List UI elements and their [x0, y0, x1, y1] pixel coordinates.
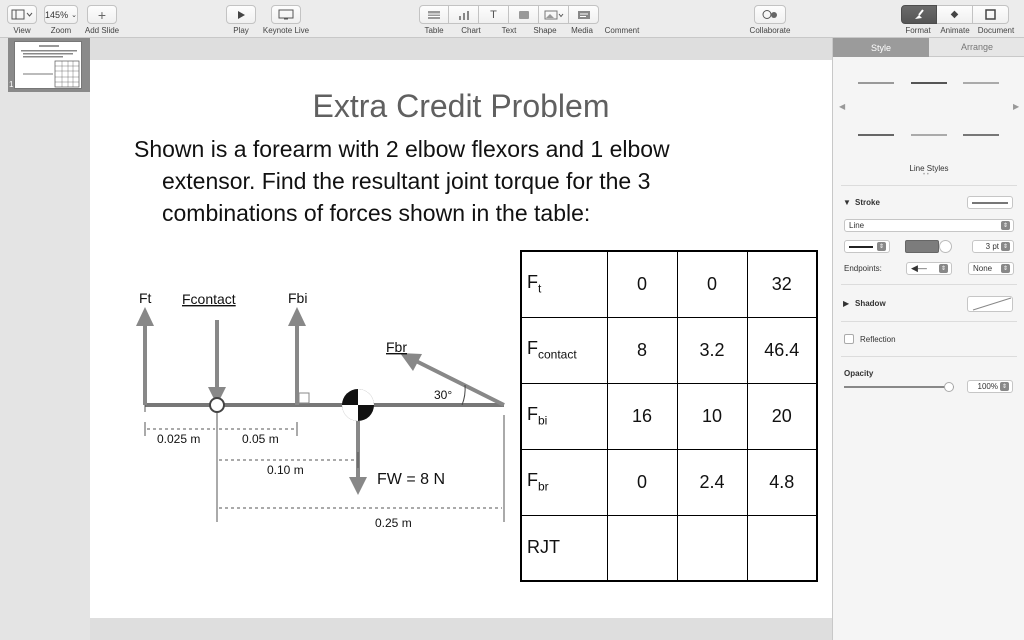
zoom-select[interactable]: [44, 5, 78, 24]
start-endpoint-select[interactable]: [906, 262, 952, 275]
slide-title[interactable]: Extra Credit Problem: [312, 88, 610, 124]
endpoints-label: Endpoints:: [844, 264, 882, 273]
insert-group: [419, 5, 599, 24]
row-header-label: F: [527, 272, 538, 293]
page-dots: • •: [923, 172, 929, 178]
opacity-field[interactable]: [967, 380, 1013, 393]
fbi-arrow[interactable]: [288, 307, 309, 405]
chevron-left-icon[interactable]: ◀: [839, 102, 846, 111]
table-cell[interactable]: 20: [747, 383, 817, 449]
table-icon: [427, 10, 441, 20]
comment-icon: [577, 10, 591, 20]
zoom-label: Zoom: [50, 26, 72, 35]
forces-table[interactable]: [520, 250, 818, 582]
fcontact-arrow[interactable]: [208, 320, 226, 412]
table-row: [521, 383, 817, 449]
media-icon: [544, 10, 564, 20]
document-label: Document: [977, 26, 1015, 35]
stroke-preview-line: [972, 202, 1008, 204]
row-header[interactable]: [521, 515, 607, 581]
table-cell[interactable]: 2.4: [677, 449, 747, 515]
animate-button[interactable]: [937, 5, 973, 24]
chevron-right-icon[interactable]: ▶: [1013, 102, 1020, 111]
stroke-pattern-select[interactable]: [844, 240, 890, 253]
divider: [841, 284, 1017, 285]
comment-button[interactable]: [569, 5, 599, 24]
stroke-type-value: Line: [849, 221, 865, 230]
table-cell[interactable]: 32: [747, 251, 817, 317]
line-style-preset[interactable]: [858, 134, 894, 136]
row-header-subscript: contact: [538, 347, 577, 362]
stroke-preview[interactable]: [967, 196, 1013, 209]
row-header[interactable]: [521, 383, 607, 449]
text-button[interactable]: [479, 5, 509, 24]
angle-label: 30°: [434, 388, 453, 402]
slide[interactable]: [90, 60, 832, 618]
row-header[interactable]: [521, 317, 607, 383]
row-header-label: F: [527, 470, 538, 491]
line-style-preset[interactable]: [911, 82, 947, 84]
tab-style[interactable]: Style: [833, 38, 929, 57]
table-cell[interactable]: [747, 515, 817, 581]
table-cell[interactable]: 10: [677, 383, 747, 449]
media-button[interactable]: [539, 5, 569, 24]
keynote-live-button[interactable]: [271, 5, 301, 24]
row-header[interactable]: [521, 449, 607, 515]
inspector-group: [901, 5, 1009, 24]
chevron-up-down-icon: ⇕: [940, 266, 947, 272]
row-header-label: F: [527, 404, 538, 425]
add-slide-label: Add Slide: [84, 26, 120, 35]
reflection-checkbox[interactable]: [844, 334, 854, 344]
collaborate-label: Collaborate: [749, 26, 791, 35]
line-style-preset[interactable]: [911, 134, 947, 136]
line-styles-label: Line Styles: [909, 164, 949, 173]
table-button[interactable]: [419, 5, 449, 24]
distance-005-label: 0.05 m: [242, 432, 279, 446]
distance-010-label: 0.10 m: [267, 463, 304, 477]
stroke-width-value: 3 pt: [985, 242, 999, 251]
stroke-label: Stroke: [855, 198, 880, 207]
line-style-preset[interactable]: [963, 134, 999, 136]
row-header-label: RJT: [527, 537, 560, 558]
document-icon: [985, 9, 996, 20]
row-header-label: F: [527, 338, 538, 359]
comment-label: Comment: [604, 26, 640, 35]
opacity-label: Opacity: [844, 369, 874, 378]
diamond-icon: ◆: [950, 9, 959, 20]
slide-navigator: [0, 38, 90, 640]
stroke-pattern-line: [849, 246, 873, 248]
table-cell[interactable]: 3.2: [677, 317, 747, 383]
body-line-2: extensor. Find the resultant joint torque for the 3: [162, 168, 651, 194]
view-icon: [11, 9, 33, 20]
arrow-left-icon: ◀—: [911, 263, 927, 273]
divider: [841, 321, 1017, 322]
toolbar: [0, 0, 1024, 38]
table-cell[interactable]: 0: [677, 251, 747, 317]
text-label: Text: [501, 26, 517, 35]
stroke-color-well[interactable]: [905, 240, 939, 253]
chart-label: Chart: [461, 26, 481, 35]
shadow-preview[interactable]: [967, 296, 1013, 312]
distance-0025-label: 0.025 m: [157, 432, 201, 446]
stroke-disclosure-icon[interactable]: ▼: [843, 198, 851, 207]
table-label: Table: [424, 26, 444, 35]
table-cell[interactable]: 4.8: [747, 449, 817, 515]
view-button[interactable]: [7, 5, 37, 24]
fcontact-label: Fcontact: [182, 291, 236, 307]
document-button[interactable]: [973, 5, 1009, 24]
opacity-slider-track[interactable]: [844, 386, 954, 388]
opacity-slider-knob[interactable]: [944, 382, 954, 392]
table-row: [521, 449, 817, 515]
chart-button[interactable]: [449, 5, 479, 24]
end-endpoint-select[interactable]: [968, 262, 1014, 275]
text-icon: T: [490, 8, 497, 21]
chevron-up-down-icon: ⇕: [1002, 266, 1009, 272]
collaborate-button[interactable]: [754, 5, 786, 24]
table-row: [521, 317, 817, 383]
format-button[interactable]: [901, 5, 937, 24]
table-row: [521, 251, 817, 317]
fbr-label: Fbr: [386, 339, 407, 355]
table-row: [521, 515, 817, 581]
slide-thumbnail[interactable]: [14, 41, 82, 89]
shadow-label: Shadow: [855, 299, 886, 308]
row-header-subscript: t: [538, 282, 542, 297]
opacity-slider-fill: [844, 386, 954, 388]
body-line-1: Shown is a forearm with 2 elbow flexors and 1 elbow: [134, 136, 670, 162]
chevron-up-down-icon: ⇕: [1002, 244, 1009, 250]
shape-button[interactable]: [509, 5, 539, 24]
play-icon: [236, 10, 246, 20]
ft-arrow[interactable]: [136, 307, 154, 405]
end-endpoint-value: None: [973, 264, 993, 273]
inspector-tabs: [833, 38, 1024, 57]
table-cell[interactable]: [607, 515, 677, 581]
fbi-label: Fbi: [288, 290, 308, 306]
play-button[interactable]: [226, 5, 256, 24]
keynote-live-label: Keynote Live: [262, 26, 310, 35]
view-label: View: [13, 26, 31, 35]
format-label: Format: [905, 26, 931, 35]
stroke-type-select[interactable]: [844, 219, 1014, 232]
chart-icon: [457, 10, 471, 20]
shadow-preview-swatch: [972, 297, 1012, 311]
chevron-down-icon: ⌄: [71, 11, 77, 19]
zoom-value: 145%: [45, 9, 69, 20]
color-wheel-icon[interactable]: [939, 240, 952, 253]
shape-icon: [518, 10, 530, 20]
divider: [841, 185, 1017, 186]
shadow-disclosure-icon[interactable]: ▶: [843, 299, 850, 308]
table-cell[interactable]: [677, 515, 747, 581]
dimension-ticks: [145, 413, 504, 522]
elbow-joint-icon: [342, 389, 374, 421]
keynote-live-icon: [278, 9, 294, 20]
plus-icon: +: [97, 6, 107, 23]
distance-025-label: 0.25 m: [375, 516, 412, 530]
table-cell[interactable]: 46.4: [747, 317, 817, 383]
slide-number: 1: [9, 80, 14, 89]
play-label: Play: [233, 26, 249, 35]
line-style-preset[interactable]: [963, 82, 999, 84]
opacity-value: 100%: [977, 382, 998, 391]
slide-thumbnail-preview: [15, 42, 82, 89]
line-style-preset[interactable]: [858, 82, 894, 84]
paintbrush-icon: [913, 9, 925, 20]
fw-label: FW = 8 N: [377, 471, 446, 488]
row-header-subscript: bi: [538, 413, 548, 428]
media-label: Media: [571, 26, 593, 35]
row-header[interactable]: [521, 251, 607, 317]
add-slide-button[interactable]: [87, 5, 117, 24]
ft-label: Ft: [139, 290, 152, 306]
reflection-label: Reflection: [860, 335, 896, 344]
chevron-up-down-icon: ⇕: [1002, 223, 1009, 229]
divider: [841, 356, 1017, 357]
shape-label: Shape: [533, 26, 557, 35]
table-cell[interactable]: 0: [607, 449, 677, 515]
chevron-up-down-icon: ⇕: [1001, 384, 1008, 390]
row-header-subscript: br: [538, 479, 549, 494]
slide-canvas: [90, 38, 832, 640]
table-cell[interactable]: 8: [607, 317, 677, 383]
animate-label: Animate: [940, 26, 970, 35]
stroke-width-field[interactable]: [972, 240, 1014, 253]
table-cell[interactable]: 16: [607, 383, 677, 449]
chevron-up-down-icon: ⇕: [878, 244, 885, 250]
body-line-3: combinations of forces shown in the table:: [162, 200, 591, 226]
table-cell[interactable]: 0: [607, 251, 677, 317]
tab-arrange[interactable]: Arrange: [929, 38, 1024, 57]
collaborate-icon: [761, 9, 779, 20]
format-inspector: [832, 38, 1024, 640]
